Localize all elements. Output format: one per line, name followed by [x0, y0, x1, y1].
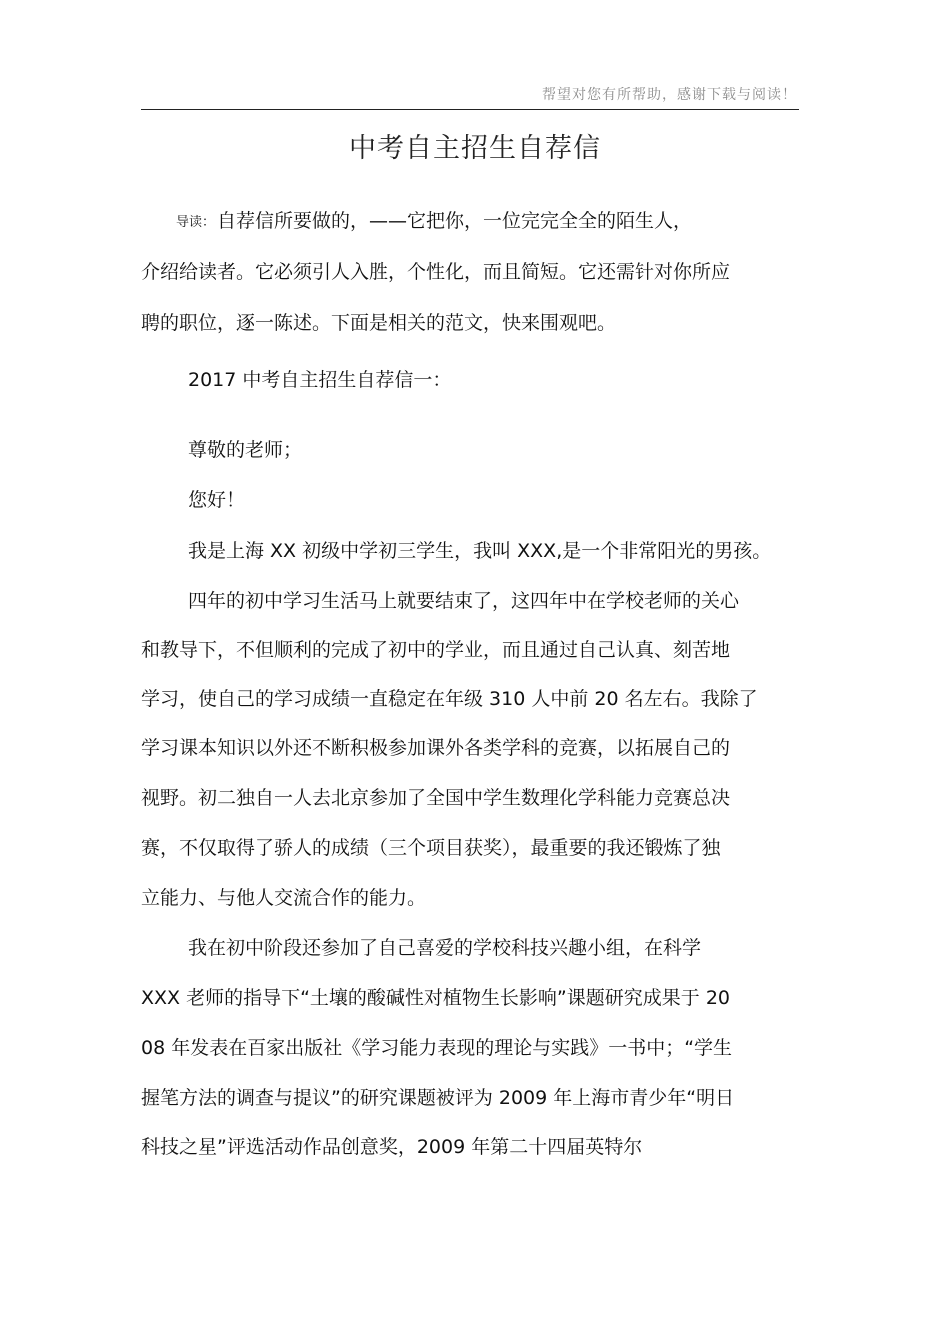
document-title: 中考自主招生自荐信	[349, 133, 601, 164]
text-line: 科技之星”评选活动作品创意奖，2009 年第二十四届英特尔	[141, 1136, 643, 1158]
text-line: 介绍给读者。它必须引人入胜，个性化，而且简短。它还需针对你所应	[141, 261, 731, 283]
text-line: 四年的初中学习生活马上就要结束了，这四年中在学校老师的关心	[188, 590, 740, 612]
header-divider	[141, 109, 799, 110]
greeting: 您好！	[188, 489, 246, 511]
text-line: 握笔方法的调查与提议”的研究课题被评为 2009 年上海市青少年“明日	[141, 1087, 735, 1109]
text-line: 我是上海 XX 初级中学初三学生，我叫 XXX,是一个非常阳光的男孩。	[188, 540, 772, 562]
section-heading: 2017 中考自主招生自荐信一：	[188, 369, 452, 391]
text-line: 学习课本知识以外还不断积极参加课外各类学科的竞赛，以拓展自己的	[141, 737, 731, 759]
intro-paragraph	[176, 209, 692, 235]
intro-label: 导读：	[176, 215, 216, 230]
text-line: 和教导下，不但顺利的完成了初中的学业，而且通过自己认真、刻苦地	[141, 639, 731, 661]
header-note: 帮望对您有所帮助，感谢下载与阅读！	[542, 87, 797, 103]
text-line: 赛，不仅取得了骄人的成绩（三个项目获奖），最重要的我还锻炼了独	[141, 837, 721, 859]
text-line: 自荐信所要做的，——它把你，一位完完全全的陌生人，	[217, 210, 693, 232]
text-line: XXX 老师的指导下“土壤的酸碱性对植物生长影响”课题研究成果于 20	[141, 987, 730, 1009]
text-line: 学习，使自己的学习成绩一直稳定在年级 310 人中前 20 名左右。我除了	[141, 688, 758, 710]
salutation: 尊敬的老师；	[188, 439, 303, 461]
text-line: 我在初中阶段还参加了自己喜爱的学校科技兴趣小组，在科学	[188, 937, 702, 959]
text-line: 视野。初二独自一人去北京参加了全国中学生数理化学科能力竞赛总决	[141, 787, 731, 809]
text-line: 聘的职位，逐一陈述。下面是相关的范文，快来围观吧。	[141, 312, 617, 334]
text-line: 立能力、与他人交流合作的能力。	[141, 887, 427, 909]
text-line: 08 年发表在百家出版社《学习能力表现的理论与实践》一书中；“学生	[141, 1037, 733, 1059]
